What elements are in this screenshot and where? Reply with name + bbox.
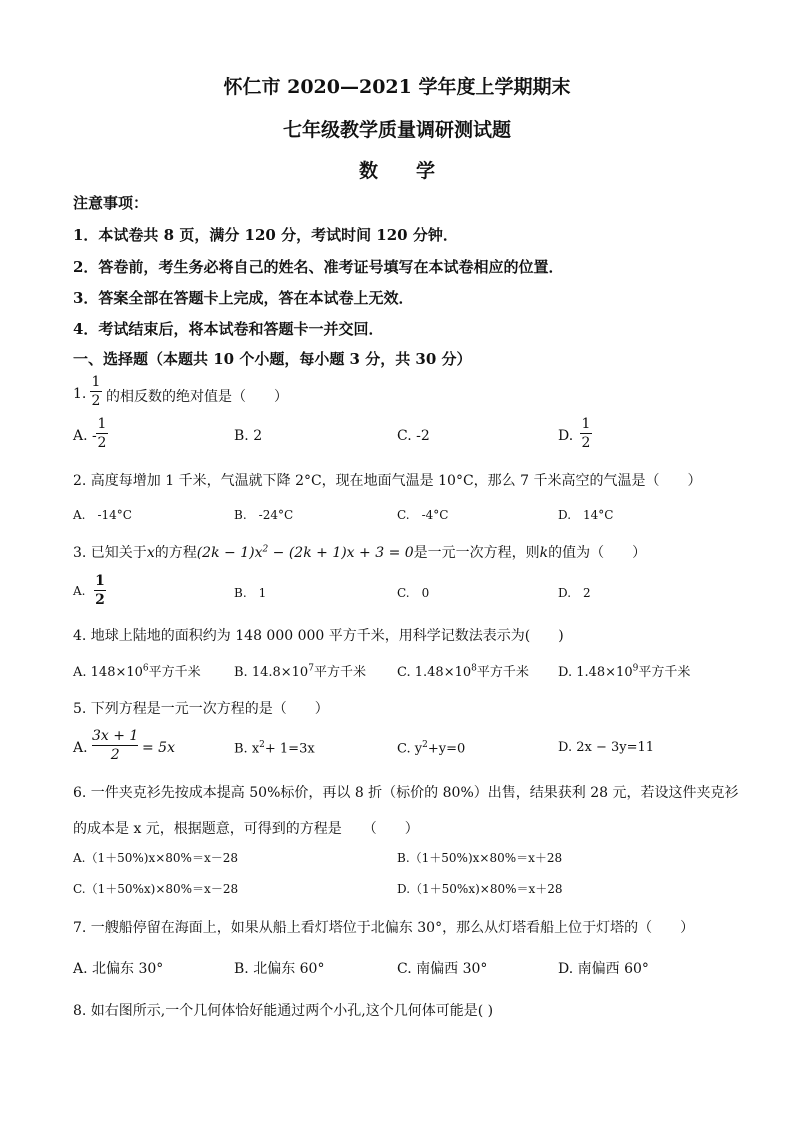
- note-item-4: 4．考试结束后，将本试卷和答题卡一并交回．: [73, 320, 384, 338]
- q3-stem-end: 的值为（ ）: [548, 545, 647, 561]
- q2-option-c: C. -4°C: [397, 508, 449, 522]
- q3-stem-mid: 的方程: [154, 545, 197, 561]
- q1-number: 1.: [73, 386, 87, 402]
- q1-frac-num: 1: [91, 374, 101, 390]
- q5-option-a-rhs: = 5x: [142, 740, 175, 756]
- q4-d-post: 平方千米: [638, 665, 691, 680]
- q5-stem: 5. 下列方程是一元一次方程的是（ ）: [73, 701, 329, 717]
- exam-title-line1: 怀仁市 2020—2021 学年度上学期期末: [223, 76, 571, 98]
- q4-option-a: [73, 661, 201, 680]
- note-item-1: 1．本试卷共 8 页，满分 120 分，考试时间 120 分钟．: [73, 226, 458, 244]
- q6-option-a: A.（1＋50%)x×80%＝x－28: [73, 851, 239, 865]
- fraction-bar: [90, 391, 102, 392]
- q6-stem-line1: 6. 一件夹克衫先按成本提高 50%标价，再以 8 折（标价的 80%）出售，结果获利 28 元，若设这件夹克衫: [73, 785, 739, 801]
- q5-b-pre: B. x: [234, 741, 260, 757]
- q4-option-d: [558, 661, 690, 680]
- notes-heading: 注意事项：: [73, 194, 149, 212]
- q3-a-den: 2: [95, 592, 105, 608]
- q1-option-b: B. 2: [234, 428, 263, 444]
- note-item-2: 2．答卷前，考生务必将自己的姓名、准考证号填写在本试卷相应的位置．: [73, 258, 564, 276]
- q4-b-exp: 7: [308, 663, 314, 674]
- q5-c-pre: C. y: [397, 741, 423, 757]
- q4-c-post: 平方千米: [476, 665, 529, 680]
- note-item-3: 3．答案全部在答题卡上完成，答在本试卷上无效．: [73, 289, 414, 307]
- exam-subject: 数 学: [358, 160, 435, 182]
- q3-equation-exp: 2: [262, 544, 269, 555]
- fraction-bar: [94, 590, 106, 591]
- q1-a-den: 2: [97, 435, 107, 451]
- fraction-bar: [92, 745, 138, 746]
- q5-option-a-fraction: [92, 728, 138, 763]
- q3-equation-pre: (2k − 1)x: [196, 545, 263, 561]
- q1-d-den: 2: [581, 435, 591, 451]
- q4-c-pre: C. 1.48×10: [397, 665, 472, 680]
- q4-b-pre: B. 14.8×10: [234, 665, 309, 680]
- q7-option-b: B. 北偏东 60°: [234, 961, 325, 977]
- q5-b-exp: 2: [259, 740, 265, 750]
- q3-option-a-fraction: [94, 573, 106, 608]
- q2-stem: 2. 高度每增加 1 千米，气温就下降 2°C，现在地面气温是 10°C，那么 7 千米高空的气温是（ ）: [73, 473, 702, 489]
- q4-stem: 4. 地球上陆地的面积约为 148 000 000 平方千米，用科学记数法表示为( ): [73, 628, 564, 644]
- q3-equation: [197, 545, 414, 561]
- q3-a-num: 1: [95, 573, 105, 589]
- q2-option-a: A. -14°C: [73, 508, 132, 522]
- q1-option-c: C. -2: [397, 428, 430, 444]
- q4-b-post: 平方千米: [313, 665, 366, 680]
- fraction-bar: [96, 433, 108, 434]
- q6-option-c: C.（1＋50%x)×80%＝x－28: [73, 882, 239, 896]
- q4-d-exp: 9: [632, 663, 639, 674]
- q1-option-a-fraction: [96, 416, 108, 451]
- q3-option-d: D. 2: [558, 586, 591, 600]
- q5-option-d: D. 2x − 3y=11: [558, 740, 655, 755]
- q4-a-exp: 6: [142, 663, 149, 674]
- q3-stem: [73, 542, 646, 562]
- q6-option-d: D.（1＋50%x)×80%＝x＋28: [397, 882, 563, 896]
- q1-stem: 的相反数的绝对值是（ ）: [106, 389, 288, 405]
- q6-option-b: B.（1＋50%)x×80%＝x＋28: [397, 851, 563, 865]
- q7-option-d: D. 南偏西 60°: [558, 961, 649, 977]
- q2-option-b: B. -24°C: [234, 508, 294, 522]
- q3-option-c: C. 0: [397, 586, 430, 600]
- q4-a-post: 平方千米: [148, 665, 201, 680]
- q3-var-x: x: [146, 545, 155, 561]
- q1-a-num: 1: [97, 416, 107, 432]
- section-title: 一、选择题（本题共 10 个小题，每小题 3 分，共 30 分）: [73, 350, 472, 368]
- q3-stem-post: 是一元一次方程，则: [413, 545, 540, 561]
- q2-option-d: D. 14°C: [558, 508, 614, 522]
- q1-d-num: 1: [581, 416, 591, 432]
- q1-option-d-fraction: [580, 416, 592, 451]
- q1-frac-den: 2: [91, 393, 101, 409]
- q6-stem-line2: 的成本是 x 元，根据题意，可得到的方程是 （ ）: [73, 821, 419, 837]
- q3-option-b: B. 1: [234, 586, 267, 600]
- q1-fraction: [90, 374, 102, 409]
- q4-option-c: [397, 661, 529, 680]
- q3-var-k: k: [539, 545, 549, 561]
- fraction-bar: [580, 433, 592, 434]
- q7-stem: 7. 一艘船停留在海面上，如果从船上看灯塔位于北偏东 30°，那么从灯塔看船上位于灯塔的（ ）: [73, 920, 695, 936]
- q3-option-a-label: A.: [73, 584, 86, 598]
- q8-stem: 8. 如右图所示,一个几何体恰好能通过两个小孔,这个几何体可能是( ): [73, 1003, 494, 1019]
- q1-option-a-label: A. -: [73, 428, 97, 444]
- q7-option-a: A. 北偏东 30°: [73, 961, 164, 977]
- q7-option-c: C. 南偏西 30°: [397, 961, 488, 977]
- q5-c-post: +y=0: [427, 741, 466, 757]
- exam-title-line2: 七年级教学质量调研测试题: [282, 119, 511, 141]
- q5-a-num: 3x + 1: [92, 728, 139, 744]
- q5-option-c: [397, 740, 465, 756]
- q4-c-exp: 8: [471, 663, 477, 674]
- q4-a-pre: A. 148×10: [73, 665, 143, 680]
- q4-option-b: [234, 661, 366, 680]
- q5-option-b: [234, 740, 315, 756]
- q4-d-pre: D. 1.48×10: [558, 665, 633, 680]
- q5-a-den: 2: [110, 747, 120, 763]
- q5-c-exp: 2: [422, 740, 428, 750]
- q1-option-d-label: D.: [558, 428, 574, 444]
- q5-b-post: + 1=3x: [264, 741, 315, 757]
- q3-equation-post: − (2k + 1)x + 3 = 0: [268, 545, 414, 561]
- q3-stem-pre: 3. 已知关于: [73, 545, 147, 561]
- q5-option-a-label: A.: [73, 740, 88, 756]
